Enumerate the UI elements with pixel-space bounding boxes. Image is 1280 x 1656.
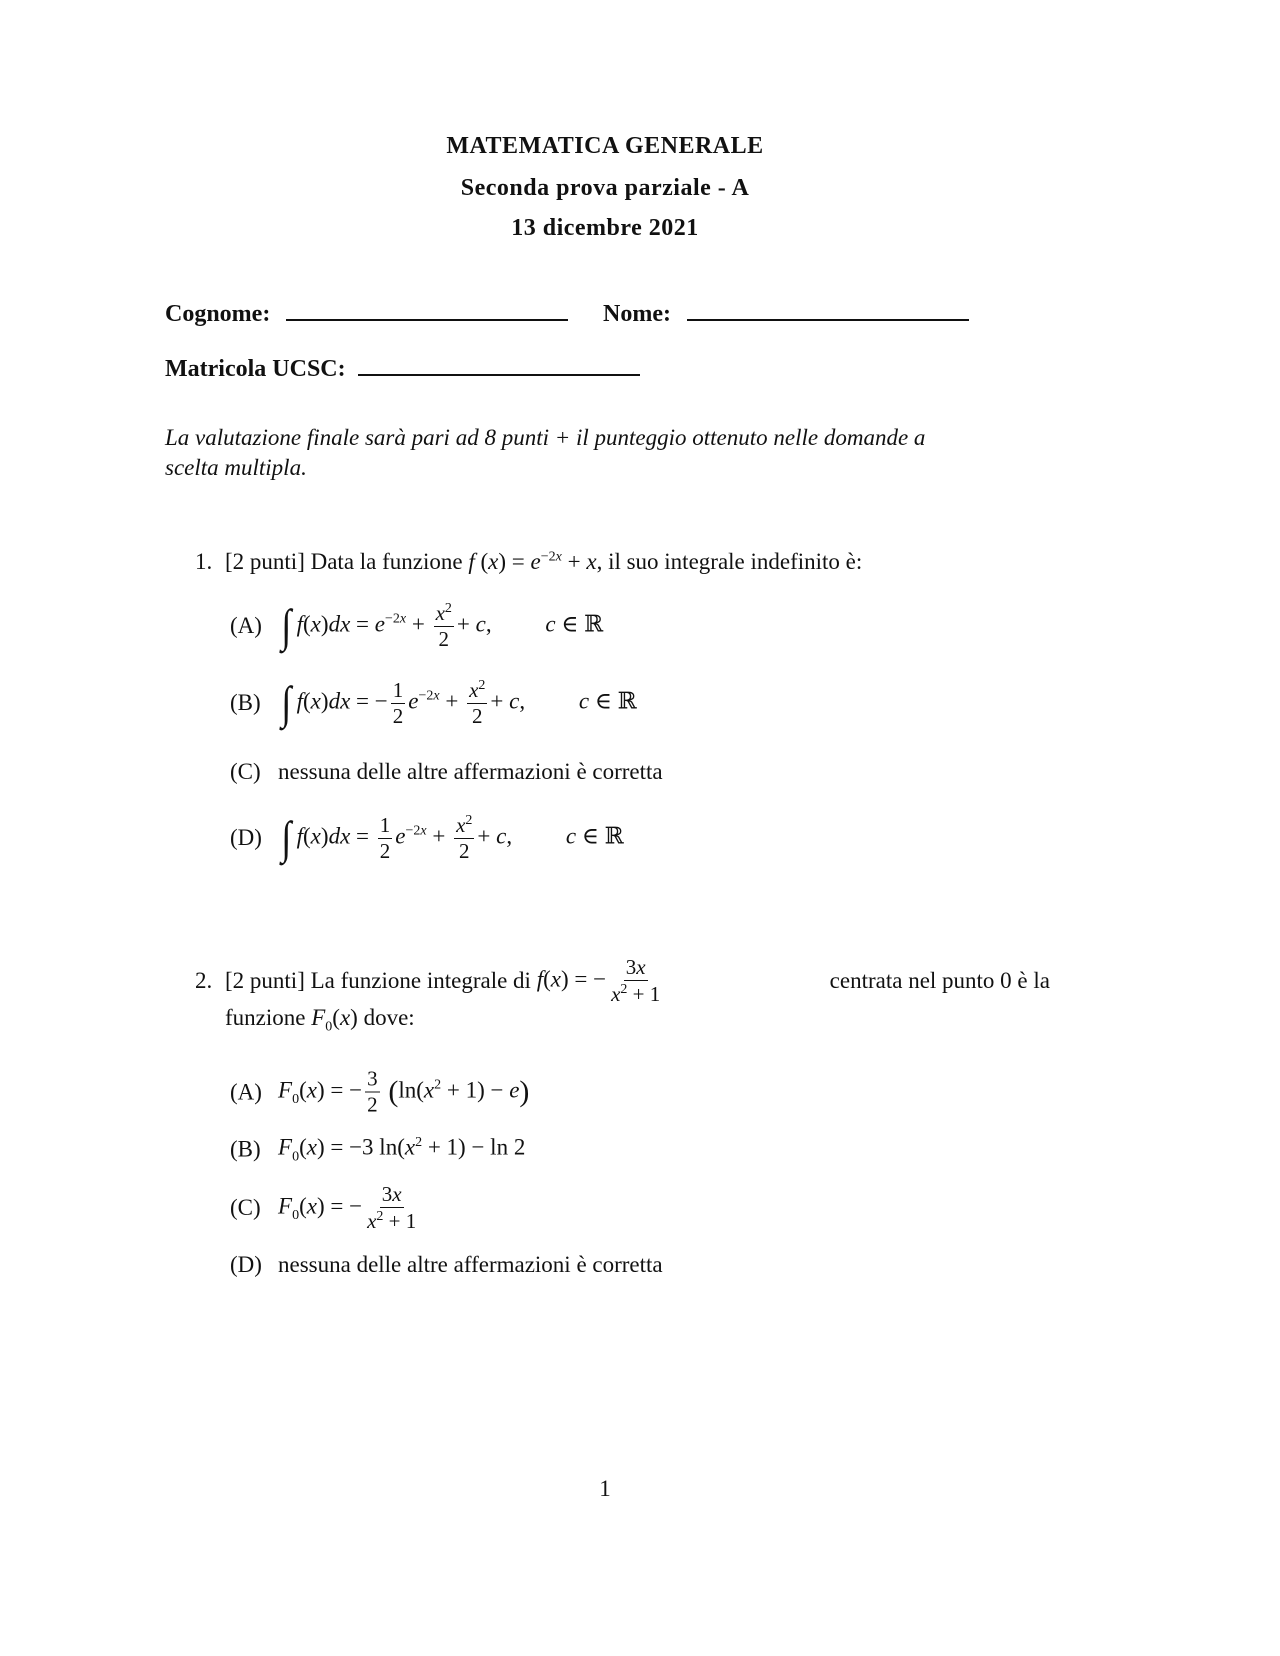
q2-option-d-text: nessuna delle altre affermazioni è corretta [278,1252,663,1277]
question-2-option-b[interactable] [230,1135,525,1166]
q2-option-b-label: (B) [230,1137,261,1162]
option-a-formula: ∫ $f(x)dx = e^{-2x}$ + $\frac{x^2}{2}$ + c, c ∈ ℝ [281,600,604,651]
surname-blank[interactable] [286,297,568,321]
question-2-text: La funzione integrale di [310,968,531,993]
question-2-line2-end: dove: [363,1005,415,1030]
question-1-option-d[interactable] [230,814,624,862]
question-1-function: f $(x) = e^{-2x} + x$ [468,549,597,574]
name-blank[interactable] [687,297,969,321]
student-id-label: Matricola UCSC: [165,356,346,382]
question-2-function: f(x) = − $\frac{3x}{x^2 + 1}$ [536,955,661,1006]
question-1 [195,549,862,575]
option-a-label: (A) [230,613,262,638]
question-1-text-end: , il suo integrale indefinito è: [596,549,863,574]
option-b-label: (B) [230,690,261,715]
question-1-option-a[interactable] [230,602,603,650]
name-field [603,297,969,328]
option-c-text: nessuna delle altre affermazioni è corretta [278,759,663,784]
question-2-f0: $F_0(x)$ [311,1005,358,1035]
instructions-line-1: La valutazione finale sarà pari ad 8 punti + il punteggio ottenuto nelle domande a [165,425,926,450]
q2-option-c-label: (C) [230,1195,261,1220]
question-2-option-a[interactable] [230,1066,530,1117]
surname-label: Cognome: [165,301,271,327]
q2-option-d-label: (D) [230,1252,262,1277]
q2-option-a-label: (A) [230,1079,262,1104]
question-1-points: [2 punti] [225,549,305,574]
student-id-blank[interactable] [358,352,640,376]
question-2 [195,957,1050,1005]
option-b-formula: ∫ f(x)dx = − $\frac{1}{2}$ $e^{-2x}$ + $\frac{x^2}{2}$ + c, c ∈ ℝ [281,677,637,728]
q2-option-a-formula: $F_0(x)$ = − $\frac{3}{2}$ $(\ln(x^2 + 1) - e)$ [278,1066,530,1117]
option-d-formula: ∫ f(x)dx = $\frac{1}{2}$ $e^{-2x}$ + $\frac{x^2}{2}$ + c, c ∈ ℝ [281,812,624,863]
option-d-label: (D) [230,825,262,850]
question-2-line2-text: funzione [225,1005,306,1030]
option-c-label: (C) [230,759,261,784]
surname-field [165,297,568,328]
q2-option-c-formula: $F_0(x)$ = − $\frac{3x}{x^2 + 1}$ [278,1182,417,1233]
q2-option-b-formula: $F_0(x) = -3$ $\ln(x^2 + 1) - \ln 2$ [278,1134,526,1165]
question-2-number: 2. [195,968,213,993]
document-subtitle: Seconda prova parziale - A [460,175,750,201]
question-2-line-2 [225,1005,415,1036]
question-2-option-d[interactable] [230,1252,663,1278]
question-2-points: [2 punti] [225,968,305,993]
question-1-number: 1. [195,549,213,574]
question-2-option-c[interactable] [230,1184,421,1232]
question-1-text: Data la funzione [310,549,463,574]
question-1-option-b[interactable] [230,679,637,727]
document-title: MATEMATICA GENERALE [446,133,764,159]
page-number: 1 [599,1476,611,1501]
question-1-option-c[interactable] [230,759,663,785]
name-label: Nome: [603,301,671,327]
question-2-text-end: centrata nel punto 0 è la [829,968,1050,993]
document-date: 13 dicembre 2021 [511,215,699,241]
instructions-line-2: scelta multipla. [165,455,307,480]
student-id-field [165,352,640,383]
